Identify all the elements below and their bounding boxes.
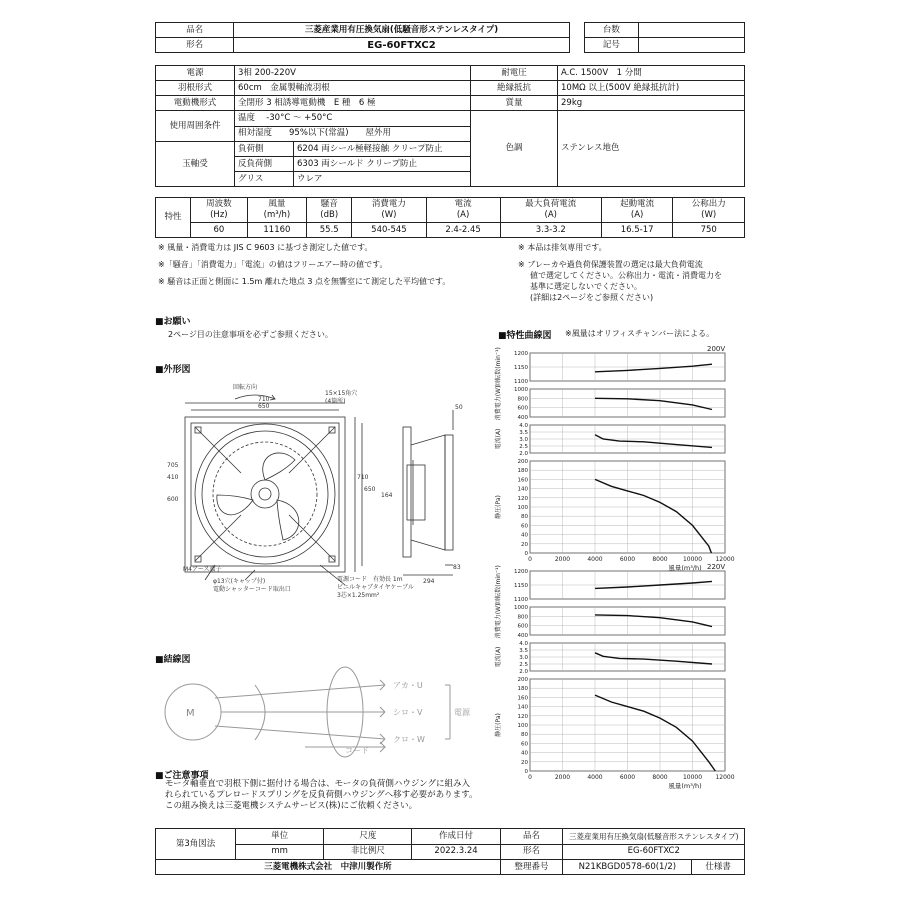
bearing-label: 玉軸受 xyxy=(156,142,235,187)
chart-x-axis-label: 風量(m³/h) xyxy=(668,564,702,572)
shutter-cord-label: 電動シャッターコード取出口 xyxy=(213,586,291,593)
note-right: (詳細は2ページをご参照ください) xyxy=(530,293,654,302)
chart-x-tick-label: 12000 xyxy=(715,556,735,563)
model-label: 形名 xyxy=(156,38,234,53)
char-value: 540-545 xyxy=(352,223,426,238)
chart-y-tick-label: 100 xyxy=(517,505,528,511)
cap-hole-label: φ13穴(キャップ付) xyxy=(213,578,266,585)
hole-note: 15×15角穴 xyxy=(325,390,358,397)
note-left: ※ 風量・消費電力は JIS C 9603 に基づき測定した値です。 xyxy=(158,243,373,252)
chart-y-tick-label: 60 xyxy=(521,523,528,530)
characteristic-curves xyxy=(490,343,745,790)
scale-label: 尺度 xyxy=(324,829,412,845)
chart-y-tick-label: 2.5 xyxy=(519,662,528,668)
chart-y-tick-label: 1200 xyxy=(514,569,528,575)
chart-y-tick-label: 3.5 xyxy=(519,648,528,654)
characteristics-table xyxy=(155,197,745,238)
chart-y-tick-label: 1100 xyxy=(514,597,528,603)
chart-x-tick-label: 10000 xyxy=(682,556,703,563)
wiring-diagram xyxy=(155,665,475,765)
outline-drawing xyxy=(155,375,490,605)
chart-y-tick-label: 1200 xyxy=(514,351,528,357)
chart-x-tick-label: 0 xyxy=(528,774,532,781)
chart-y-tick-label: 1000 xyxy=(514,605,528,611)
caution-line: れられているプレロードスプリングを反負荷側ハウジングへ移す必要があります。 xyxy=(165,790,478,800)
chart-y-tick-label: 1150 xyxy=(514,365,528,371)
chart-voltage-title: 200V xyxy=(707,345,726,353)
char-value: 3.3-3.2 xyxy=(500,223,601,238)
char-value: 750 xyxy=(673,223,745,238)
insulation-value: 10MΩ 以上(500V 絶縁抵抗計) xyxy=(558,81,745,96)
char-header: 公称出力 (W) xyxy=(673,198,745,223)
doc-type: 仕様書 xyxy=(692,860,745,875)
chart-y-tick-label: 800 xyxy=(517,396,528,403)
env-humid: 相対湿度 95%以下(常温) 屋外用 xyxy=(235,126,471,142)
dim-710v: 710 xyxy=(357,474,369,481)
dim-50: 50 xyxy=(455,404,463,411)
note-left: ※「騒音」「消費電力」「電流」の値はフリーエアー時の値です。 xyxy=(158,260,388,269)
power-label: 電源 xyxy=(156,66,235,81)
caution-line: この組み換えは三菱電機システムサービス(株)にご依頼ください。 xyxy=(165,801,418,811)
chart-y-tick-label: 140 xyxy=(517,704,528,711)
cable-label: ビニルキャブタイヤケーブル xyxy=(337,584,414,591)
chart-y-tick-label: 400 xyxy=(517,633,528,639)
note-right: ※ ブレーカや過負荷保護装置の選定は最大負荷電流 xyxy=(518,260,703,269)
footer-name-value: 三菱産業用有圧換気扇(低騒音形ステンレスタイプ) xyxy=(563,829,745,845)
char-value: 11160 xyxy=(247,223,306,238)
dim-600: 600 xyxy=(167,496,179,503)
chart-y-tick-label: 180 xyxy=(517,468,528,475)
chart-y-tick-label: 60 xyxy=(521,741,528,748)
wire-white: シロ・V xyxy=(393,708,423,717)
env-temp: 温度 -30°C ～ +50°C xyxy=(235,111,471,127)
date-value: 2022.3.24 xyxy=(412,844,500,860)
chart-y-tick-label: 20 xyxy=(521,541,528,548)
chart-y-tick-label: 3.0 xyxy=(519,437,528,443)
chart-y-axis-label: 消費電力(W) xyxy=(495,603,502,639)
chart-y-tick-label: 2.0 xyxy=(519,451,528,457)
motor-value: 全閉形 3 相誘導電動機 E 種 6 極 xyxy=(235,96,471,111)
chart-x-tick-label: 8000 xyxy=(652,556,668,563)
chart-y-tick-label: 160 xyxy=(517,695,528,702)
date-label: 作成日付 xyxy=(412,829,500,845)
chart-y-tick-label: 100 xyxy=(517,723,528,729)
chart-x-tick-label: 2000 xyxy=(554,774,571,781)
cord-label: 電源コード 有効長 1m xyxy=(337,576,403,583)
mark-value xyxy=(639,38,745,53)
chart-x-tick-label: 4000 xyxy=(587,556,603,563)
chart-x-tick-label: 2000 xyxy=(554,556,571,563)
chart-y-axis-label: 消費電力(W) xyxy=(495,385,502,421)
env-label: 使用周囲条件 xyxy=(156,111,235,142)
bearing-load-value: 6204 両シール極軽接触 クリープ防止 xyxy=(294,142,471,157)
chart-y-axis-label: 電流(A) xyxy=(495,646,502,668)
chart-y-tick-label: 80 xyxy=(521,732,528,739)
dim-650: 650 xyxy=(258,403,270,410)
chart-y-tick-label: 1000 xyxy=(514,387,528,393)
char-header: 消費電力 (W) xyxy=(352,198,426,223)
power-value: 3相 200-220V xyxy=(235,66,471,81)
mark-label: 記号 xyxy=(584,38,639,53)
char-header: 最大負荷電流 (A) xyxy=(500,198,601,223)
chart-y-tick-label: 600 xyxy=(517,623,528,630)
characteristics-label: 特性 xyxy=(156,198,191,238)
unit-value: mm xyxy=(236,844,324,860)
chart-y-tick-label: 120 xyxy=(517,495,528,502)
chart-y-tick-label: 0 xyxy=(524,551,528,557)
chart-y-tick-label: 80 xyxy=(521,514,528,521)
dim-83: 83 xyxy=(453,564,461,571)
chart-y-tick-label: 4.0 xyxy=(519,641,528,647)
company-name: 三菱電機株式会社 中津川製作所 xyxy=(156,860,501,875)
chart-y-tick-label: 40 xyxy=(521,750,528,757)
chart-y-tick-label: 40 xyxy=(521,532,528,539)
dim-164: 164 xyxy=(381,492,393,499)
chart-x-tick-label: 0 xyxy=(528,556,532,563)
chart-y-axis-label: 静圧(Pa) xyxy=(495,495,502,519)
chart-y-tick-label: 140 xyxy=(517,486,528,493)
color-value: ステンレス地色 xyxy=(558,111,745,187)
chart-y-tick-label: 20 xyxy=(521,759,528,766)
chart-x-tick-label: 6000 xyxy=(619,556,636,563)
chart-y-tick-label: 1150 xyxy=(514,583,528,589)
bearing-anti-value: 6303 両シールド クリープ防止 xyxy=(294,157,471,172)
char-value: 55.5 xyxy=(307,223,352,238)
chart-series-line xyxy=(595,435,712,448)
chart-y-tick-label: 2.5 xyxy=(519,444,528,450)
caution-line: モータ軸垂直で羽根下側に据付ける場合は、モータの負荷側ハウジングに組み入 xyxy=(165,779,470,789)
header-table xyxy=(155,22,745,53)
char-header: 騒音 (dB) xyxy=(307,198,352,223)
motor-symbol: M xyxy=(186,708,195,719)
spec-table xyxy=(155,65,745,187)
chart-voltage-title: 220V xyxy=(707,563,726,571)
chart-y-tick-label: 1100 xyxy=(514,379,528,385)
chart-x-tick-label: 8000 xyxy=(652,774,668,781)
dim-705: 705 xyxy=(167,462,179,469)
char-value: 2.4-2.45 xyxy=(426,223,500,238)
chart-y-tick-label: 200 xyxy=(517,459,528,465)
wiring-title: ■結線図 xyxy=(155,655,191,665)
ref-value: N21KBGD0578-60(1/2) xyxy=(563,860,692,875)
chart-y-tick-label: 800 xyxy=(517,614,528,621)
char-header: 周波数 (Hz) xyxy=(191,198,248,223)
withstand-value: A.C. 1500V 1 分間 xyxy=(558,66,745,81)
power-label-wiring: 電源 xyxy=(454,708,470,717)
chart-x-tick-label: 4000 xyxy=(587,774,603,781)
caution-title: ■ご注意事項 xyxy=(155,771,209,781)
chart-y-tick-label: 2.0 xyxy=(519,669,528,675)
footer-model-label: 形名 xyxy=(500,844,563,860)
chart-series-line xyxy=(595,653,712,664)
mass-label: 質量 xyxy=(471,96,558,111)
dim-650v: 650 xyxy=(364,486,376,493)
projection-label: 第3角図法 xyxy=(156,829,236,860)
bearing-load-label: 負荷側 xyxy=(235,142,294,157)
char-value: 16.5-17 xyxy=(601,223,673,238)
name-label: 品名 xyxy=(156,23,234,38)
char-value: 60 xyxy=(191,223,248,238)
note-right: 値で選定してください。公称出力・電流・消費電力を xyxy=(530,271,722,280)
chart-y-axis-label: 電流(A) xyxy=(495,428,502,450)
unit-label: 単位 xyxy=(236,829,324,845)
hole-count: (4箇所) xyxy=(325,398,346,405)
count-value xyxy=(639,23,745,38)
model-number: EG-60FTXC2 xyxy=(234,38,569,53)
mass-value: 29kg xyxy=(558,96,745,111)
blade-label: 羽根形式 xyxy=(156,81,235,96)
char-header: 起動電流 (A) xyxy=(601,198,673,223)
chart-x-tick-label: 6000 xyxy=(619,774,636,781)
insulation-label: 絶縁抵抗 xyxy=(471,81,558,96)
grease-value: ウレア xyxy=(294,172,471,187)
chart-y-tick-label: 4.0 xyxy=(519,423,528,429)
bearing-anti-label: 反負荷側 xyxy=(235,157,294,172)
chart-y-tick-label: 3.0 xyxy=(519,655,528,661)
chart-y-tick-label: 200 xyxy=(517,677,528,683)
chart-y-tick-label: 160 xyxy=(517,477,528,484)
outline-title: ■外形図 xyxy=(155,365,191,375)
char-header: 電流 (A) xyxy=(426,198,500,223)
chart-x-tick-label: 10000 xyxy=(682,774,703,781)
wire-black: クロ・W xyxy=(393,735,425,744)
chart-y-tick-label: 400 xyxy=(517,415,528,421)
dim-710: 710 xyxy=(258,396,270,403)
scale-value: 非比例尺 xyxy=(324,844,412,860)
chart-x-axis-label: 風量(m³/h) xyxy=(668,782,702,790)
color-label: 色調 xyxy=(471,111,558,187)
blade-value: 60cm 金属製軸流羽根 xyxy=(235,81,471,96)
count-label: 台数 xyxy=(584,23,639,38)
chart-series-line xyxy=(595,364,712,372)
wire-red: アカ・U xyxy=(393,681,423,690)
motor-label: 電動機形式 xyxy=(156,96,235,111)
note-right: ※ 本品は排気専用です。 xyxy=(518,243,607,252)
chart-section-subtitle: ※風量はオリフィスチャンバー法による。 xyxy=(565,329,715,338)
chart-y-tick-label: 180 xyxy=(517,686,528,693)
cable-spec: 3芯×1.25mm² xyxy=(337,592,380,599)
ref-label: 整理番号 xyxy=(500,860,563,875)
footer-model-value: EG-60FTXC2 xyxy=(563,844,745,860)
chart-y-axis-label: 静圧(Pa) xyxy=(495,713,502,737)
note-left: ※ 騒音は正面と側面に 1.5m 離れた地点 3 点を無響室にて測定した平均値です。 xyxy=(158,277,451,286)
wire-cord: コード xyxy=(345,746,369,755)
grease-label: グリス xyxy=(235,172,294,187)
footer-table xyxy=(155,828,745,875)
product-name: 三菱産業用有圧換気扇(低騒音形ステンレスタイプ) xyxy=(234,23,569,38)
chart-y-tick-label: 600 xyxy=(517,405,528,412)
earth-terminal-label: M4アース端子 xyxy=(183,566,222,573)
chart-y-tick-label: 3.5 xyxy=(519,430,528,436)
chart-section-title: ■特性曲線図 xyxy=(498,331,552,341)
chart-y-tick-label: 120 xyxy=(517,713,528,720)
request-title: ■お願い xyxy=(155,317,191,327)
request-text: 2ページ目の注意事項を必ずご参照ください。 xyxy=(168,330,333,339)
chart-y-tick-label: 0 xyxy=(524,769,528,775)
chart-series-line xyxy=(595,615,712,627)
rotation-label: 回転方向 xyxy=(233,384,258,391)
chart-x-tick-label: 12000 xyxy=(715,774,735,781)
dim-294: 294 xyxy=(423,578,435,585)
char-header: 風量 (m³/h) xyxy=(247,198,306,223)
dim-410: 410 xyxy=(167,474,179,481)
withstand-label: 耐電圧 xyxy=(471,66,558,81)
footer-name-label: 品名 xyxy=(500,829,563,845)
note-right: 基準に選定しないでください。 xyxy=(530,282,642,291)
chart-y-axis-label: 回転数(min⁻¹) xyxy=(495,347,502,387)
chart-y-axis-label: 回転数(min⁻¹) xyxy=(495,565,502,605)
